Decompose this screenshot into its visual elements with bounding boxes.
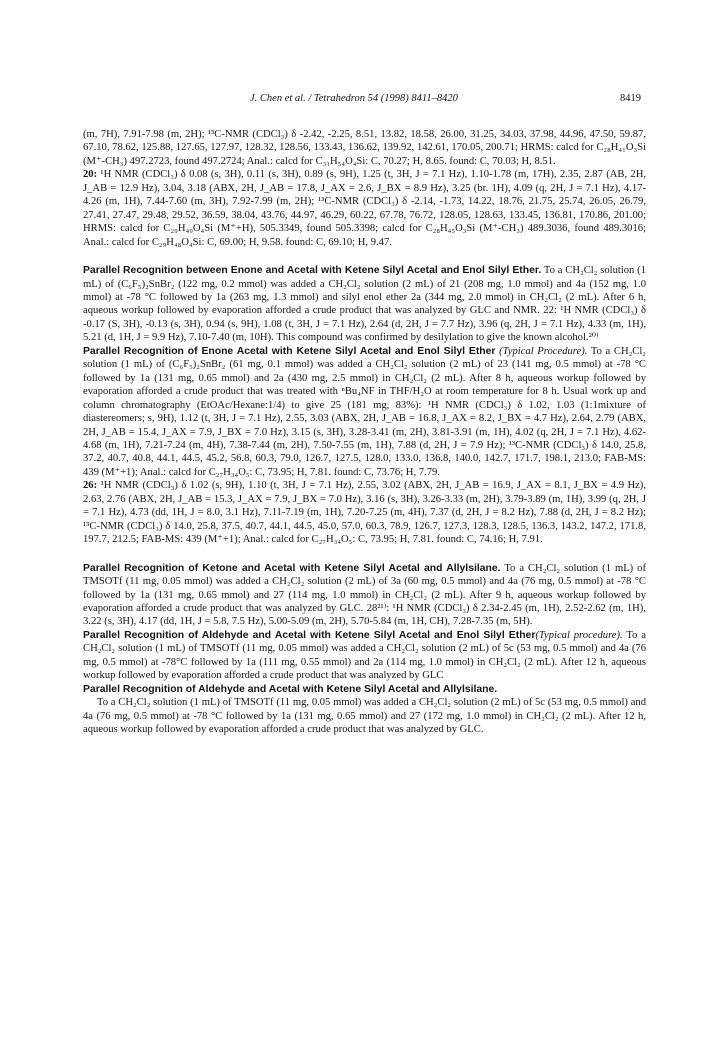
experimental-body <box>83 128 646 736</box>
section-text: To a CH₂Cl₂ solution (1 mL) of (C₆F₅)₂SnBr₂ (122 mg, 0.2 mmol) was added a CH₂Cl₂ solution (2 mL) of 21 (208 mg, 1.0 mmol) and 4a (152 mg, 1.0 mmol) at -78 °C followed by 1a (263 mg, 1.3 mmol) and silyl enol ether 2a (344 mg, 2.0 mmol) in CH₂Cl₂ (2 mL). After 6 h, aqueous workup followed by evaporation afforded a crude product that was analyzed by GLC and NMR. 22: ¹H NMR (CDCl₃) δ -0.17 (S, 3H), -0.13 (s, 3H), 0.94 (s, 9H), 1.08 (t, 3H, J = 7.1 Hz), 2.64 (d, 2H, J = 7.7 Hz), 3.96 (q, 2H, J = 7.1 Hz), 4.33 (m, 1H), 5.21 (d, 1H, J = 9.9 Hz), 7.10-7.40 (m, 10H). This compound was confirmed by desilylation to give the known alcohol.²⁰⁾ <box>83 265 647 344</box>
section-text: To a CH₂Cl₂ solution (1 mL) of TMSOTf (11 mg, 0.05 mmol) was added a CH₂Cl₂ solution (2 mL) of 5c (53 mg, 0.5 mmol) and 4a (76 mg, 0.5 mmol) at -78°C followed by 1a (111 mg, 0.55 mmol) and 2a (114 mg, 1.0 mmol) in CH₂Cl₂ (2 mL). After 12 h, aqueous workup followed by evaporation afforded a crude product that was analyzed by GLC <box>83 629 646 682</box>
section-ketone-acetal <box>83 562 646 629</box>
section-text: To a CH₂Cl₂ solution (1 mL) of (C₆F₅)₂SnBr₂ (61 mg, 0.1 mmol) was added a CH₂Cl₂ solution (2 mL) of 23 (141 mg, 0.5 mmol) at -78 °C followed by 1a (131 mg, 0.65 mmol) and 2a (430 mg, 2.5 mmol) in CH₂Cl₂ (2 mL). After 8 h, aqueous workup followed by evaporation afforded a crude product that was treated with ⁿBu₄NF in THF/H₂O at room temperature for 8 h. Usual work up and column chromatography (EtOAc/Hexane:1/4) to give 25 (181 mg, 83%): ¹H NMR (CDCl₃) δ 1.02, 1.03 (1:1mixture of diastereomers; s, 9H), 1.12 (t, 3H, J = 7.1 Hz), 2.55, 3.03 (ABX, 2H, J_AB = 16.8, J_AX = 8.2, J_BX = 4.7 Hz), 2.64, 2.79 (ABX, 2H, J_AB = 15.4, J_AX = 7.9, J_BX = 7.0 Hz), 3.15 (s, 3H), 3.28-3.41 (m, 2H), 3.81-3.91 (m, 1H), 4.02 (q, 2H, J = 7.1 Hz), 4.62-4.68 (m, 1H), 7.21-7.24 (m, 4H), 7.38-7.44 (m, 2H), 7.50-7.55 (m, 1H), 7.88 (d, 2H, J = 7.9 Hz); ¹³C-NMR (CDCl₃) δ 14.0, 25.8, 37.2, 40.7, 40.8, 44.1, 44.5, 45.2, 56.8, 60.3, 79.0, 126.7, 127.5, 128.0, 133.0, 136.8, 140.0, 142.7, 171.7, 198.1, 213.0; FAB-MS: 439 (M⁺+1); Anal.: calcd for C₂₇H₃₄O₅: C, 73.95; H, 7.81. found: C, 73.76; H, 7.79. <box>83 345 646 478</box>
running-title: J. Chen et al. / Tetrahedron 54 (1998) 8411–8420 <box>250 93 458 104</box>
section-heading: Parallel Recognition of Aldehyde and Acetal with Ketene Silyl Acetal and Enol Silyl Ether <box>83 629 536 641</box>
compound-data-paragraph: (m, 7H), 7.91-7.98 (m, 2H); ¹³C-NMR (CDCl₃) δ -2.42, -2.25, 8.51, 13.82, 18.58, 26.00, 31.25, 34.03, 37.98, 44.96, 47.50, 59.87, 67.10, 78.62, 125.88, 127.65, 127.97, 128.32, 128.56, 133.43, 136.62, 139.92, 142.61, 170.05, 200.71; HRMS: calcd for C₂₈H₄₁O₃Si (M⁺-CH₃) 497.2723, found 497.2724; Anal.: calcd for C₃₁H₅₄O₄Si: C, 70.27; H, 8.65. found: C, 70.03; H, 8.51. <box>83 129 646 167</box>
section-aldehyde-acetal-enol <box>83 629 646 683</box>
compound-26-paragraph <box>83 479 646 546</box>
compound-20-paragraph <box>83 168 646 249</box>
section-enone-acetal-typical <box>83 345 646 480</box>
section-heading-note: (Typical Procedure). <box>495 345 588 357</box>
section-heading: Parallel Recognition of Ketone and Acetal with Ketene Silyl Acetal and Allylsilane. <box>83 562 501 574</box>
section-heading-note: (Typical procedure). <box>535 629 623 641</box>
section-heading: Parallel Recognition of Enone Acetal with Ketene Silyl Acetal and Enol Silyl Ether <box>83 345 496 357</box>
compound-26-data: ¹H NMR (CDCl₃) δ 1.02 (s, 9H), 1.10 (t, 3H, J = 7.1 Hz), 2.55, 3.02 (ABX, 2H, J_AB = 16.9, J_AX = 8.1, J_BX = 4.9 Hz), 2.63, 2.76 (ABX, 2H, J_AB = 15.3, J_AX = 7.9, J_BX = 7.0 Hz), 3.16 (s, 3H), 3.26-3.33 (m, 2H), 3.79-3.89 (m, 1H), 3.99 (q, 2H, J = 7.1 Hz), 4.73 (dd, 1H, J = 8.0, 3.1 Hz), 7.11-7.19 (m, 1H), 7.20-7.25 (m, 4H), 7.37 (d, 2H, J = 8.2 Hz), 7.88 (d, 2H, J = 8.2 Hz); ¹³C-NMR (CDCl₃) δ 14.0, 25.8, 37.5, 40.7, 44.1, 44.5, 45.0, 57.0, 60.3, 78.9, 126.7, 127.3, 128.3, 128.5, 136.3, 143.2, 147.2, 171.8, 197.7, 212.5; FAB-MS: 439 (M⁺+1); Anal.: calcd for C₂₇H₃₄O₅: C, 73.95; H, 7.81. found: C, 74.16; H, 7.91. <box>83 480 646 546</box>
compound-label: 26: <box>83 480 98 492</box>
section-text: To a CH₂Cl₂ solution (1 mL) of TMSOTf (11 mg, 0.05 mmol) was added a CH₂Cl₂ solution (2 mL) of 5c (53 mg, 0.5 mmol) and 4a (76 mg, 0.5 mmol) at -78 °C followed by 1a (131 mg, 0.65 mmol) and 27 (172 mg, 1.0 mmol) in CH₂Cl₂ (2 mL). After 12 h, aqueous workup followed by evaporation afforded a crude product that was analyzed by GLC. <box>83 697 646 736</box>
compound-20-data: ¹H NMR (CDCl₃) δ 0.08 (s, 3H), 0.11 (s, 3H), 0.89 (s, 9H), 1.25 (t, 3H, J = 7.1 Hz), 1.10-1.78 (m, 17H), 2.35, 2.87 (AB, 2H, J_AB = 12.9 Hz), 3.04, 3.18 (ABX, 2H, J_AB = 17.8, J_AX = 2.6, J_BX = 8.9 Hz), 3.25 (br. 1H), 4.09 (q, 2H, J = 7.1 Hz), 4.17-4.26 (m, 1H), 7.44-7.60 (m, 3H), 7.92-7.99 (m, 2H); ¹³C-NMR (CDCl₃) δ -2.14, -1.73, 14.22, 18.76, 21.75, 25.74, 26.05, 26.79, 27.41, 27.47, 29.48, 29.52, 36.59, 38.04, 43.76, 44.97, 46.29, 60.22, 67.78, 76.72, 128.05, 128.63, 133.45, 136.81, 170.86, 201.00; HRMS: calcd for C₂₉H₄₉O₄Si (M⁺+H), 505.3349, found 505.3398; calcd for C₂₈H₄₅O₃Si (M⁺-CH₃) 489.3036, found 489.3016; Anal.: calcd for C₂₉H₄₈O₄Si: C, 69.00; H, 9.58. found: C, 69.10; H, 9.47. <box>83 169 646 248</box>
section-heading: Parallel Recognition between Enone and Acetal with Ketene Silyl Acetal and Enol Silyl Ether. <box>83 265 542 277</box>
page-header <box>0 93 720 109</box>
section-aldehyde-acetal-allyl <box>83 683 646 696</box>
section-enone-acetal <box>83 264 646 345</box>
section-heading: Parallel Recognition of Aldehyde and Acetal with Ketene Silyl Acetal and Allylsilane. <box>83 683 498 695</box>
compound-label: 20: <box>83 169 98 181</box>
section-text: To a CH₂Cl₂ solution (1 mL) of TMSOTf (11 mg, 0.05 mmol) was added a CH₂Cl₂ solution (2 mL) of 3a (60 mg, 0.5 mmol) and 4a (76 mg, 0.5 mmol) at -78 °C followed by 1a (131 mg, 0.65 mmol) and 27 (114 mg, 1.0 mmol) in CH₂Cl₂ (2 mL). After 9 h, aqueous workup followed by evaporation afforded a crude product that was analyzed by GLC. 28²¹⁾: ¹H NMR (CDCl₃) δ 2.34-2.45 (m, 1H), 2.52-2.62 (m, 1H), 3.22 (s, 3H), 4.17 (dd, 1H, J = 5.8, 7.5 Hz), 5.00-5.09 (m, 2H), 5.70-5.84 (m, 1H, CH), 7.28-7.35 (m, 5H). <box>83 562 647 628</box>
page-number: 8419 <box>620 93 641 104</box>
